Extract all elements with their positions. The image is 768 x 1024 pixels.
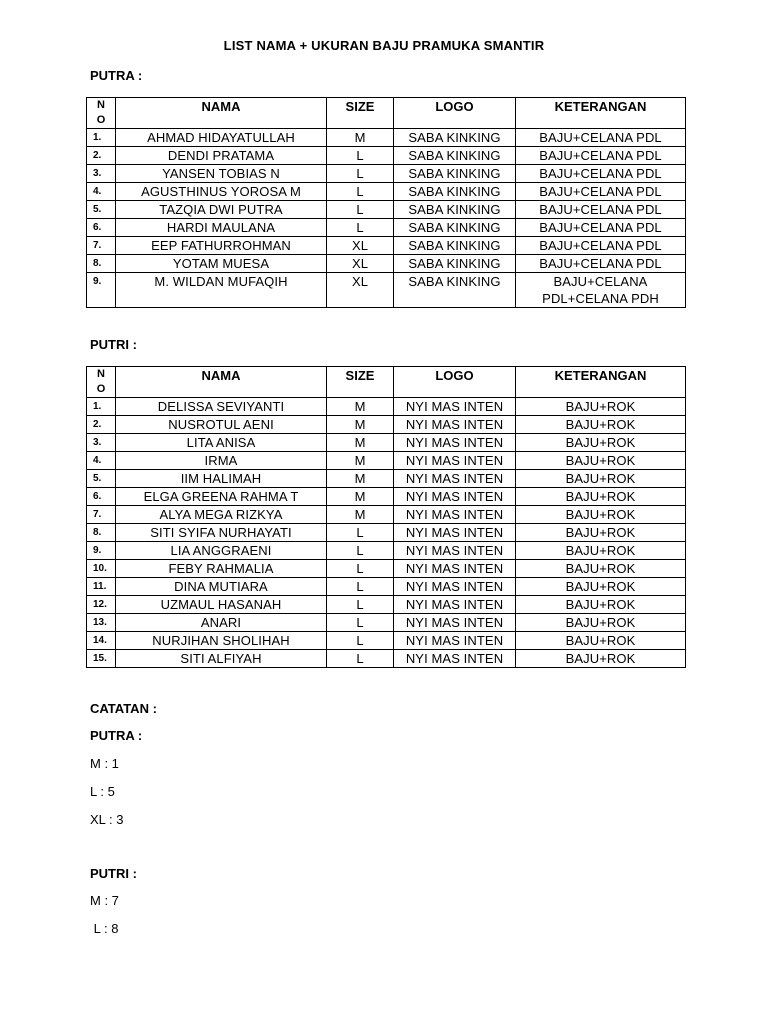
table-row [87, 488, 686, 506]
row-logo: NYI MAS INTEN [394, 506, 516, 524]
column-header-size: SIZE [327, 98, 394, 129]
row-nama: LITA ANISA [116, 434, 327, 452]
catatan-putri-l: L : 8 [90, 921, 119, 936]
row-number: 9. [87, 273, 116, 308]
row-logo: NYI MAS INTEN [394, 650, 516, 668]
row-logo: NYI MAS INTEN [394, 416, 516, 434]
row-size: M [327, 452, 394, 470]
row-nama: SITI SYIFA NURHAYATI [116, 524, 327, 542]
row-keterangan: BAJU+CELANA PDL+CELANA PDH [516, 273, 686, 308]
row-logo: NYI MAS INTEN [394, 578, 516, 596]
table-row [87, 219, 686, 237]
row-keterangan: BAJU+CELANA PDL [516, 255, 686, 273]
row-size: L [327, 560, 394, 578]
row-logo: SABA KINKING [394, 273, 516, 308]
table-row [87, 614, 686, 632]
row-size: XL [327, 255, 394, 273]
row-logo: NYI MAS INTEN [394, 524, 516, 542]
row-logo: SABA KINKING [394, 129, 516, 147]
row-number: 8. [87, 255, 116, 273]
column-header-logo: LOGO [394, 367, 516, 398]
row-number: 7. [87, 506, 116, 524]
row-number: 6. [87, 219, 116, 237]
row-number: 11. [87, 578, 116, 596]
putri-table [86, 366, 686, 668]
catatan-putri-label: PUTRI : [90, 866, 137, 881]
table-row [87, 452, 686, 470]
row-number: 13. [87, 614, 116, 632]
row-size: M [327, 434, 394, 452]
putri-section-label: PUTRI : [90, 337, 137, 352]
catatan-putra-xl: XL : 3 [90, 812, 124, 827]
row-number: 4. [87, 452, 116, 470]
catatan-putri-m: M : 7 [90, 893, 119, 908]
row-nama: YANSEN TOBIAS N [116, 165, 327, 183]
column-header-size: SIZE [327, 367, 394, 398]
row-number: 15. [87, 650, 116, 668]
row-number: 6. [87, 488, 116, 506]
row-keterangan: BAJU+CELANA PDL [516, 183, 686, 201]
row-size: M [327, 129, 394, 147]
row-logo: SABA KINKING [394, 183, 516, 201]
row-nama: DENDI PRATAMA [116, 147, 327, 165]
row-size: L [327, 578, 394, 596]
table-row [87, 434, 686, 452]
row-number: 3. [87, 165, 116, 183]
row-nama: NUSROTUL AENI [116, 416, 327, 434]
row-number: 4. [87, 183, 116, 201]
row-size: L [327, 596, 394, 614]
row-keterangan: BAJU+CELANA PDL [516, 165, 686, 183]
table-row [87, 560, 686, 578]
row-nama: SITI ALFIYAH [116, 650, 327, 668]
row-number: 3. [87, 434, 116, 452]
row-size: XL [327, 237, 394, 255]
table-row [87, 129, 686, 147]
row-number: 9. [87, 542, 116, 560]
row-size: L [327, 650, 394, 668]
column-header-keterangan: KETERANGAN [516, 367, 686, 398]
column-header-nama: NAMA [116, 98, 327, 129]
table-row [87, 506, 686, 524]
row-size: M [327, 470, 394, 488]
row-keterangan: BAJU+ROK [516, 650, 686, 668]
row-nama: ELGA GREENA RAHMA T [116, 488, 327, 506]
document-title: LIST NAMA + UKURAN BAJU PRAMUKA SMANTIR [223, 38, 545, 53]
table-row [87, 255, 686, 273]
row-logo: NYI MAS INTEN [394, 434, 516, 452]
row-size: M [327, 398, 394, 416]
row-logo: NYI MAS INTEN [394, 452, 516, 470]
table-row [87, 201, 686, 219]
row-nama: UZMAUL HASANAH [116, 596, 327, 614]
row-size: L [327, 632, 394, 650]
row-number: 8. [87, 524, 116, 542]
row-keterangan: BAJU+CELANA PDL [516, 237, 686, 255]
row-keterangan: BAJU+ROK [516, 614, 686, 632]
row-keterangan: BAJU+CELANA PDL [516, 129, 686, 147]
column-header-keterangan: KETERANGAN [516, 98, 686, 129]
column-header-no: N O [87, 98, 116, 129]
row-size: L [327, 524, 394, 542]
row-size: L [327, 614, 394, 632]
row-keterangan: BAJU+CELANA PDL [516, 201, 686, 219]
row-keterangan: BAJU+CELANA PDL [516, 147, 686, 165]
row-nama: ANARI [116, 614, 327, 632]
row-number: 2. [87, 416, 116, 434]
row-size: L [327, 183, 394, 201]
row-nama: FEBY RAHMALIA [116, 560, 327, 578]
row-size: L [327, 201, 394, 219]
table-row [87, 147, 686, 165]
row-logo: NYI MAS INTEN [394, 398, 516, 416]
row-nama: DINA MUTIARA [116, 578, 327, 596]
row-logo: NYI MAS INTEN [394, 560, 516, 578]
putra-table [86, 97, 686, 308]
putri-table-header [87, 367, 686, 398]
row-keterangan: BAJU+ROK [516, 416, 686, 434]
row-nama: IRMA [116, 452, 327, 470]
row-size: M [327, 488, 394, 506]
row-number: 1. [87, 129, 116, 147]
catatan-putra-m: M : 1 [90, 756, 119, 771]
table-row [87, 542, 686, 560]
row-logo: SABA KINKING [394, 237, 516, 255]
row-logo: SABA KINKING [394, 165, 516, 183]
row-nama: EEP FATHURROHMAN [116, 237, 327, 255]
row-number: 5. [87, 470, 116, 488]
row-nama: M. WILDAN MUFAQIH [116, 273, 327, 308]
row-logo: SABA KINKING [394, 255, 516, 273]
row-logo: NYI MAS INTEN [394, 614, 516, 632]
row-size: XL [327, 273, 394, 308]
row-nama: DELISSA SEVIYANTI [116, 398, 327, 416]
row-number: 2. [87, 147, 116, 165]
catatan-putra-l: L : 5 [90, 784, 115, 799]
row-keterangan: BAJU+ROK [516, 434, 686, 452]
row-logo: NYI MAS INTEN [394, 596, 516, 614]
row-number: 14. [87, 632, 116, 650]
row-keterangan: BAJU+ROK [516, 542, 686, 560]
row-keterangan: BAJU+ROK [516, 398, 686, 416]
table-row [87, 524, 686, 542]
row-keterangan: BAJU+ROK [516, 470, 686, 488]
row-size: M [327, 506, 394, 524]
row-nama: AHMAD HIDAYATULLAH [116, 129, 327, 147]
row-nama: NURJIHAN SHOLIHAH [116, 632, 327, 650]
row-nama: LIA ANGGRAENI [116, 542, 327, 560]
table-row [87, 237, 686, 255]
row-keterangan: BAJU+ROK [516, 578, 686, 596]
row-size: L [327, 165, 394, 183]
row-size: M [327, 416, 394, 434]
catatan-putra-label: PUTRA : [90, 728, 143, 743]
row-logo: NYI MAS INTEN [394, 542, 516, 560]
row-logo: SABA KINKING [394, 147, 516, 165]
row-nama: AGUSTHINUS YOROSA M [116, 183, 327, 201]
table-row [87, 398, 686, 416]
row-nama: TAZQIA DWI PUTRA [116, 201, 327, 219]
row-keterangan: BAJU+ROK [516, 488, 686, 506]
row-keterangan: BAJU+ROK [516, 632, 686, 650]
table-row [87, 650, 686, 668]
row-number: 1. [87, 398, 116, 416]
table-row [87, 578, 686, 596]
table-row [87, 273, 686, 308]
row-logo: NYI MAS INTEN [394, 488, 516, 506]
row-number: 5. [87, 201, 116, 219]
row-size: L [327, 219, 394, 237]
column-header-logo: LOGO [394, 98, 516, 129]
column-header-no: N O [87, 367, 116, 398]
row-nama: IIM HALIMAH [116, 470, 327, 488]
row-keterangan: BAJU+ROK [516, 506, 686, 524]
row-nama: HARDI MAULANA [116, 219, 327, 237]
row-keterangan: BAJU+ROK [516, 560, 686, 578]
row-number: 12. [87, 596, 116, 614]
row-keterangan: BAJU+CELANA PDL [516, 219, 686, 237]
row-logo: SABA KINKING [394, 201, 516, 219]
row-keterangan: BAJU+ROK [516, 596, 686, 614]
table-row [87, 632, 686, 650]
row-logo: NYI MAS INTEN [394, 632, 516, 650]
row-size: L [327, 542, 394, 560]
column-header-nama: NAMA [116, 367, 327, 398]
row-keterangan: BAJU+ROK [516, 452, 686, 470]
row-number: 7. [87, 237, 116, 255]
row-number: 10. [87, 560, 116, 578]
putra-table-header [87, 98, 686, 129]
table-row [87, 183, 686, 201]
row-logo: NYI MAS INTEN [394, 470, 516, 488]
row-nama: YOTAM MUESA [116, 255, 327, 273]
catatan-label: CATATAN : [90, 701, 157, 716]
row-nama: ALYA MEGA RIZKYA [116, 506, 327, 524]
table-row [87, 470, 686, 488]
table-row [87, 416, 686, 434]
table-row [87, 165, 686, 183]
row-logo: SABA KINKING [394, 219, 516, 237]
putra-section-label: PUTRA : [90, 68, 143, 83]
row-keterangan: BAJU+ROK [516, 524, 686, 542]
row-size: L [327, 147, 394, 165]
table-row [87, 596, 686, 614]
